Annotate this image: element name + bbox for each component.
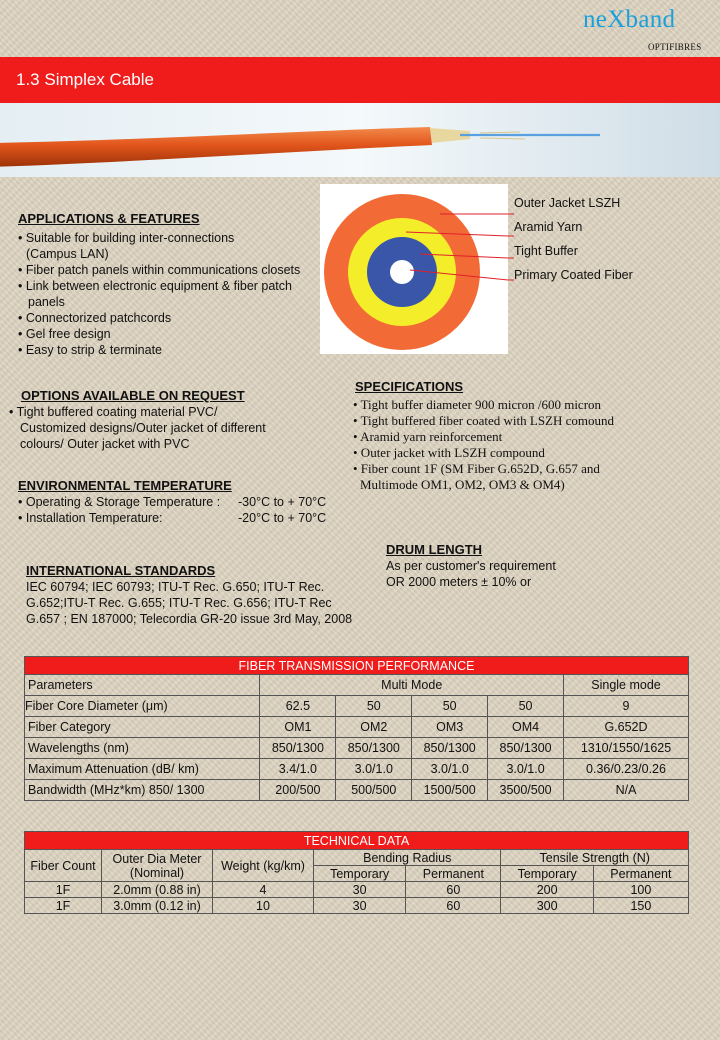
table-cell: 50	[336, 696, 412, 717]
outer-dia-header	[102, 850, 213, 882]
table-cell: 150	[593, 898, 688, 914]
options-line: • Tight buffered coating material PVC/	[9, 405, 218, 419]
options-line: colours/ Outer jacket with PVC	[20, 437, 190, 451]
bending-header: Bending Radius	[314, 850, 501, 866]
options-text	[9, 404, 319, 452]
table-cell: 3.0mm (0.12 in)	[102, 898, 213, 914]
table-cell: 200	[501, 882, 593, 898]
table-row	[25, 882, 689, 898]
env-operating-value: -30°C to + 70°C	[238, 495, 327, 509]
table-cell: 850/1300	[488, 738, 564, 759]
table-cell: G.652D	[564, 717, 689, 738]
spec-line: • Tight buffer diameter 900 micron /600 micron	[353, 397, 602, 412]
row-label: Wavelengths (nm)	[25, 738, 260, 759]
row-label: Fiber Category	[25, 717, 260, 738]
standards-heading: INTERNATIONAL STANDARDS	[26, 563, 216, 578]
tensile-permanent-header: Permanent	[593, 866, 688, 882]
spec-line: • Tight buffered fiber coated with LSZH comound	[353, 413, 615, 428]
spec-line: • Outer jacket with LSZH compound	[353, 445, 545, 460]
table-row	[25, 717, 689, 738]
applications-item: • Suitable for building inter-connections	[18, 231, 235, 245]
applications-list	[18, 230, 328, 358]
table-cell: 850/1300	[412, 738, 488, 759]
table-cell: 60	[406, 898, 501, 914]
label-primary-fiber: Primary Coated Fiber	[514, 268, 633, 282]
table-cell: OM2	[336, 717, 412, 738]
table-cell: 3.0/1.0	[412, 759, 488, 780]
drum-line: As per customer's requirement	[386, 559, 556, 573]
outer-dia-header-line: (Nominal)	[129, 865, 185, 880]
cross-section-diagram	[320, 184, 508, 354]
bending-permanent-header: Permanent	[406, 866, 501, 882]
label-outer-jacket: Outer Jacket LSZH	[514, 196, 621, 210]
table-cell: 30	[314, 898, 406, 914]
table-row	[25, 780, 689, 801]
multi-mode-header: Multi Mode	[260, 675, 564, 696]
cable-illustration	[0, 103, 720, 177]
table-cell: OM3	[412, 717, 488, 738]
applications-item: (Campus LAN)	[26, 247, 109, 261]
table-cell: 4	[213, 882, 314, 898]
table-cell: 60	[406, 882, 501, 898]
table-row	[25, 738, 689, 759]
cable-photo	[0, 103, 720, 177]
spec-line: Multimode OM1, OM2, OM3 & OM4)	[360, 477, 565, 492]
technical-table	[24, 831, 689, 914]
spec-line: • Aramid yarn reinforcement	[353, 429, 503, 444]
row-label: Fiber Core Diameter (μm)	[25, 696, 260, 717]
weight-header: Weight (kg/km)	[213, 850, 314, 882]
transmission-table	[24, 656, 689, 801]
table-cell: 3.4/1.0	[260, 759, 336, 780]
applications-item: • Link between electronic equipment & fiber patch	[18, 279, 292, 293]
applications-item: • Gel free design	[18, 327, 111, 341]
cross-section-svg	[320, 184, 508, 354]
table-cell: 2.0mm (0.88 in)	[102, 882, 213, 898]
env-installation-label: • Installation Temperature:	[18, 511, 163, 525]
tensile-header: Tensile Strength (N)	[501, 850, 689, 866]
label-tight-buffer: Tight Buffer	[514, 244, 578, 258]
drum-heading: DRUM LENGTH	[386, 542, 483, 557]
table-cell: 30	[314, 882, 406, 898]
transmission-title: FIBER TRANSMISSION PERFORMANCE	[25, 657, 689, 675]
table-cell: 1F	[25, 898, 102, 914]
table-cell: 200/500	[260, 780, 336, 801]
table-cell: 50	[412, 696, 488, 717]
table-cell: 3.0/1.0	[488, 759, 564, 780]
env-operating-label: • Operating & Storage Temperature :	[18, 495, 221, 509]
bending-temporary-header: Temporary	[314, 866, 406, 882]
table-cell: 1F	[25, 882, 102, 898]
environmental-heading: ENVIRONMENTAL TEMPERATURE	[18, 478, 232, 493]
single-mode-header: Single mode	[564, 675, 689, 696]
drum-line: OR 2000 meters ± 10% or	[386, 575, 532, 589]
spec-line: • Fiber count 1F (SM Fiber G.652D, G.657 and	[353, 461, 600, 476]
table-cell: 0.36/0.23/0.26	[564, 759, 689, 780]
table-cell: 100	[593, 882, 688, 898]
options-heading: OPTIONS AVAILABLE ON REQUEST	[21, 388, 245, 403]
table-row	[25, 898, 689, 914]
applications-item: • Connectorized patchcords	[18, 311, 172, 325]
specifications-list	[353, 397, 693, 493]
table-cell: N/A	[564, 780, 689, 801]
table-row	[25, 759, 689, 780]
table-cell: OM4	[488, 717, 564, 738]
param-header: Parameters	[25, 675, 260, 696]
tensile-temporary-header: Temporary	[501, 866, 593, 882]
fiber-count-header: Fiber Count	[25, 850, 102, 882]
label-aramid-yarn: Aramid Yarn	[514, 220, 583, 234]
outer-dia-header-line: Outer Dia Meter	[112, 851, 202, 866]
row-label: Maximum Attenuation (dB/ km)	[25, 759, 260, 780]
table-cell: 500/500	[336, 780, 412, 801]
table-cell: 300	[501, 898, 593, 914]
technical-title: TECHNICAL DATA	[25, 832, 689, 850]
primary-fiber-core	[390, 260, 414, 284]
row-label: Bandwidth (MHz*km) 850/ 1300	[25, 780, 260, 801]
brand-tagline: OPTIFIBRES	[648, 42, 702, 52]
options-line: Customized designs/Outer jacket of different	[20, 421, 266, 435]
table-cell: 62.5	[260, 696, 336, 717]
brand-logo: neXband	[583, 6, 676, 33]
table-cell: 3500/500	[488, 780, 564, 801]
table-cell: OM1	[260, 717, 336, 738]
table-cell: 1500/500	[412, 780, 488, 801]
standards-line: G.652;ITU-T Rec. G.655; ITU-T Rec. G.656; ITU-T Rec	[26, 596, 332, 610]
applications-item: • Easy to strip & terminate	[18, 343, 163, 357]
table-cell: 850/1300	[336, 738, 412, 759]
applications-heading: APPLICATIONS & FEATURES	[18, 211, 200, 226]
standards-text	[26, 579, 386, 627]
standards-line: IEC 60794; IEC 60793; ITU-T Rec. G.650; ITU-T Rec.	[26, 580, 325, 594]
table-cell: 9	[564, 696, 689, 717]
page-title: 1.3 Simplex Cable	[16, 70, 154, 89]
standards-line: G.657 ; EN 187000; Telecordia GR-20 issue 3rd May, 2008	[26, 612, 353, 626]
table-cell: 3.0/1.0	[336, 759, 412, 780]
table-cell: 10	[213, 898, 314, 914]
table-row	[25, 696, 689, 717]
specifications-heading: SPECIFICATIONS	[355, 379, 464, 394]
applications-item: • Fiber patch panels within communications closets	[18, 263, 301, 277]
applications-item: panels	[28, 295, 65, 309]
env-installation-value: -20°C to + 70°C	[238, 511, 327, 525]
table-cell: 1310/1550/1625	[564, 738, 689, 759]
table-cell: 50	[488, 696, 564, 717]
table-cell: 850/1300	[260, 738, 336, 759]
